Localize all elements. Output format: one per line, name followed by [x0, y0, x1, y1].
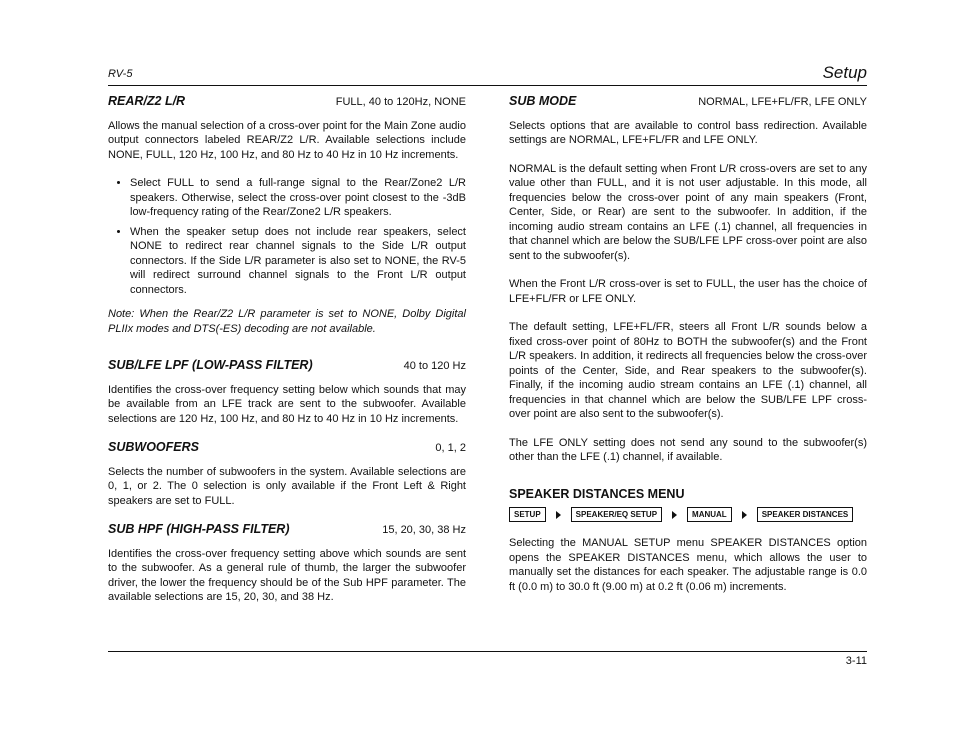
- footer-rule: [108, 651, 867, 652]
- sub-hpf-title: SUB HPF (HIGH-PASS FILTER): [108, 522, 290, 536]
- sub-hpf-heading: [108, 522, 466, 538]
- sub-lfe-lpf-description: Identifies the cross-over frequency setting below which sounds that may be available from an LFE track are sent to the subwoofer. Available selections are 120 Hz, 100 Hz, and 80 Hz to 40 Hz in 10 Hz increments.: [108, 383, 466, 425]
- subwoofers-title: SUBWOOFERS: [108, 440, 199, 454]
- subwoofers-heading: [108, 440, 466, 456]
- arrow-right-icon: [672, 511, 677, 519]
- page-number: 3-11: [845, 655, 867, 667]
- menu-path-setup: SETUP: [509, 507, 546, 522]
- arrow-right-icon: [556, 511, 561, 519]
- sub-lfe-lpf-title: SUB/LFE LPF (LOW-PASS FILTER): [108, 358, 313, 372]
- right-column: [509, 94, 867, 608]
- left-column: [108, 94, 466, 619]
- header-rule: [108, 85, 867, 86]
- arrow-right-icon: [742, 511, 747, 519]
- sub-lfe-lpf-heading: [108, 358, 466, 374]
- rear-z2-heading: [108, 94, 466, 110]
- sub-mode-paragraph: When the Front L/R cross-over is set to FULL, the user has the choice of LFE+FL/FR or LFE ONLY.: [509, 278, 867, 305]
- menu-path: [509, 507, 867, 522]
- bullet-item: • Select FULL to send a full-range signal to the Rear/Zone2 L/R speakers. Otherwise, select the cross-over point closest to the -3dB low-frequency rating of the Rear/Zone2 L/R speakers.: [130, 176, 466, 220]
- sub-hpf-description: Identifies the cross-over frequency setting above which sounds are sent to the subwoofer. As a general rule of thumb, the larger the subwoofer driver, the lower the frequency should be of the Sub HPF parameter. The available selections are 15, 20, 30, and 38 Hz.: [108, 547, 466, 603]
- sub-mode-heading: [509, 94, 867, 110]
- menu-path-manual: MANUAL: [687, 507, 732, 522]
- sub-mode-paragraph: Selects options that are available to control bass redirection. Available settings are NORMAL, LFE+FL/FR and LFE ONLY.: [509, 119, 867, 146]
- sub-lfe-lpf-range: 40 to 120 Hz: [403, 360, 466, 372]
- sub-hpf-range: 15, 20, 30, 38 Hz: [382, 524, 466, 536]
- menu-path-speaker-distances: SPEAKER DISTANCES: [757, 507, 854, 522]
- speaker-distances-description: Selecting the MANUAL SETUP menu SPEAKER DISTANCES option opens the SPEAKER DISTANCES menu, which allows the user to manually set the distances for each speaker. The adjustable range is 0.0 ft (0.0 m) to 30.0 ft (9.00 m) at 0.2 ft (0.06 m) increments.: [509, 537, 867, 593]
- sub-mode-paragraph: NORMAL is the default setting when Front L/R cross-overs are set to any value other than FULL, and it is not user adjustable. In this mode, all frequencies below the cross-over point of any main speakers (Front, Center, Side, or Rear) are sent to the subwoofer. In addition, if the incoming audio stream contains an LFE (.1) channel, all frequencies in that channel which are below the SUB/LFE LPF cross-over point are also sent to the subwoofer(s).: [509, 162, 867, 262]
- header-section-title: Setup: [822, 63, 867, 82]
- rear-z2-bullets: [108, 176, 466, 297]
- sub-mode-range: NORMAL, LFE+FL/FR, LFE ONLY: [698, 96, 867, 108]
- bullet-item: • When the speaker setup does not include rear speakers, select NONE to redirect rear channel signals to the Side L/R output connectors. If the Side L/R parameter is also set to NONE, the RV-5 will redirect surround channel signals to the Front L/R output connectors.: [130, 225, 466, 298]
- subwoofers-description: Selects the number of subwoofers in the system. Available selections are 0, 1, or 2. The 0 selection is only available if the Front Left & Right speakers are set to FULL.: [108, 465, 466, 507]
- sub-mode-paragraph: The default setting, LFE+FL/FR, steers all Front L/R sounds below a fixed cross-over point of 80Hz to BOTH the subwoofer(s) and the Front L/R speakers. In addition, it redirects all frequencies below the cross-over points of the Center, Side, and Rear speakers to the subwoofer(s). Finally, if the incoming audio stream contains an LFE (.1) channel, all frequencies in that channel which are below the SUB/LFE LPF cross-over point are also sent to the subwoofer(s).: [509, 321, 867, 420]
- speaker-distances-title: SPEAKER DISTANCES MENU: [509, 486, 685, 501]
- rear-z2-range: FULL, 40 to 120Hz, NONE: [335, 96, 466, 108]
- subwoofers-range: 0, 1, 2: [435, 442, 466, 454]
- header-model: RV-5: [108, 68, 133, 80]
- rear-z2-title: REAR/Z2 L/R: [108, 94, 186, 108]
- rear-z2-note: Note: When the Rear/Z2 L/R parameter is set to NONE, Dolby Digital PLIIx modes and DTS(-ES) decoding are not available.: [108, 308, 466, 335]
- sub-mode-title: SUB MODE: [509, 94, 577, 108]
- sub-mode-paragraph: The LFE ONLY setting does not send any sound to the subwoofer(s) other than the LFE (.1) channel, if available.: [509, 436, 867, 463]
- menu-path-speaker-eq-setup: SPEAKER/EQ SETUP: [571, 507, 662, 522]
- rear-z2-description: Allows the manual selection of a cross-over point for the Main Zone audio output connectors labeled REAR/Z2 L/R. Available selections include NONE, FULL, 120 Hz, 100 Hz, and 80 Hz to 40 Hz in 10 Hz increments.: [108, 119, 466, 161]
